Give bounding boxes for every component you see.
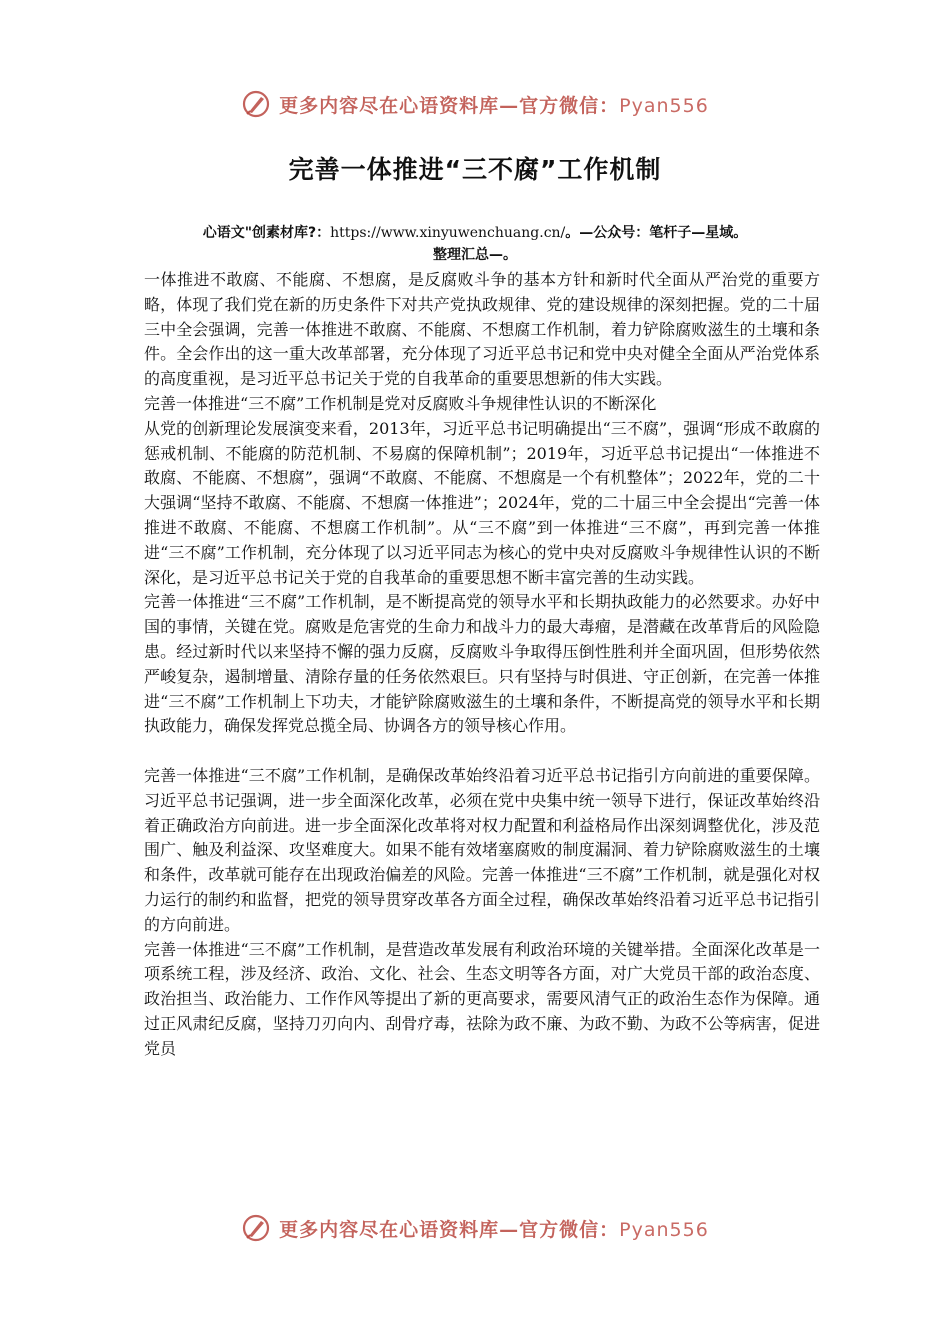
body-paragraph: 从党的创新理论发展演变来看，2013年，习近平总书记明确提出“三不腐”，强调“形成不敢腐的惩戒机制、不能腐的防范机制、不易腐的保障机制”；2019年，习近平总书记提出“一体推进不敢腐、不能腐、不想腐”，强调“不敢腐、不能腐、不想腐是一个有机整体”；2022年，党的二十大强调“坚持不敢腐、不能腐、不想腐一体推进”；2024年，党的二十届三中全会提出“完善一体推进不敢腐、不能腐、不想腐工作机制”。从“三不腐”到一体推进“三不腐”，再到完善一体推进“三不腐”工作机制，充分体现了以习近平同志为核心的党中央对反腐败斗争规律性认识的不断深化，是习近平总书记关于党的自我革命的重要思想不断丰富完善的生动实践。 xyxy=(144,418,820,587)
header-banner-text xyxy=(279,91,709,118)
body-paragraph: 完善一体推进“三不腐”工作机制，是营造改革发展有利政治环境的关键举措。全面深化改革是一项系统工程，涉及经济、政治、文化、社会、生态文明等各方面，对广大党员干部的政治态度、政治担当、政治能力、工作作风等提出了新的更高要求，需要风清气正的政治生态作为保障。通过正风肃纪反腐，坚持刀刃向内、刮骨疗毒，祛除为政不廉、为政不勤、为政不公等病害，促进党员 xyxy=(144,939,820,1058)
source-note xyxy=(130,222,820,266)
quill-pen-logo-icon xyxy=(241,89,271,119)
body-paragraph: 完善一体推进“三不腐”工作机制，是确保改革始终沿着习近平总书记指引方向前进的重要保障。习近平总书记强调，进一步全面深化改革，必须在党中央集中统一领导下进行，保证改革始终沿着正确政治方向前进。进一步全面深化改革将对权力配置和利益格局作出深刻调整优化，涉及范围广、触及利益深、攻坚难度大。如果不能有效堵塞腐败的制度漏洞、着力铲除腐败滋生的土壤和条件，改革就可能存在出现政治偏差的风险。完善一体推进“三不腐”工作机制，就是强化对权力运行的制约和监督，把党的领导贯穿改革各方面全过程，确保改革始终沿着习近平总书记指引的方向前进。 xyxy=(144,765,820,934)
body-paragraph: 完善一体推进“三不腐”工作机制，是不断提高党的领导水平和长期执政能力的必然要求。办好中国的事情，关键在党。腐败是危害党的生命力和战斗力的最大毒瘤，是潜藏在改革背后的风险隐患。经过新时代以来坚持不懈的强力反腐，反腐败斗争取得压倒性胜利并全面巩固，但形势依然严峻复杂，遏制增量、清除存量的任务依然艰巨。只有坚持与时俱进、守正创新，在完善一体推进“三不腐”工作机制上下功夫，才能铲除腐败滋生的土壤和条件，不断提高党的领导水平和长期执政能力，确保发挥党总揽全局、协调各方的领导核心作用。 xyxy=(144,592,820,736)
source-url: https://www.xinyuwenchuang.cn/ xyxy=(330,225,566,241)
footer-watermark-banner xyxy=(0,1208,950,1248)
footer-wechat-id: Pyan556 xyxy=(619,1218,709,1241)
source-suffix: 。—公众号：笔杆子—星域。 xyxy=(565,225,748,241)
header-banner-label: 更多内容尽在心语资料库—官方微信： xyxy=(279,94,620,117)
header-wechat-id: Pyan556 xyxy=(619,94,709,117)
footer-banner-label: 更多内容尽在心语资料库—官方微信： xyxy=(279,1218,620,1241)
header-watermark-banner xyxy=(0,84,950,124)
document-body xyxy=(144,268,820,1062)
document-title: 完善一体推进“三不腐”工作机制 xyxy=(288,155,662,184)
quill-pen-logo-icon xyxy=(241,1213,271,1243)
footer-banner-text xyxy=(279,1215,709,1242)
section-heading: 完善一体推进“三不腐”工作机制是党对反腐败斗争规律性认识的不断深化 xyxy=(144,393,657,413)
source-prefix: 心语文"创素材库?： xyxy=(202,225,331,241)
source-note-line-1 xyxy=(130,222,820,244)
body-paragraph: 一体推进不敢腐、不能腐、不想腐，是反腐败斗争的基本方针和新时代全面从严治党的重要方略，体现了我们党在新的历史条件下对共产党执政规律、党的建设规律的深刻把握。党的二十届三中全会强调，完善一体推进不敢腐、不能腐、不想腐工作机制，着力铲除腐败滋生的土壤和条件。全会作出的这一重大改革部署，充分体现了习近平总书记和党中央对健全全面从严治党体系的高度重视，是习近平总书记关于党的自我革命的重要思想新的伟大实践。 xyxy=(144,270,820,389)
source-note-line-2: 整理汇总—。 xyxy=(433,247,517,263)
